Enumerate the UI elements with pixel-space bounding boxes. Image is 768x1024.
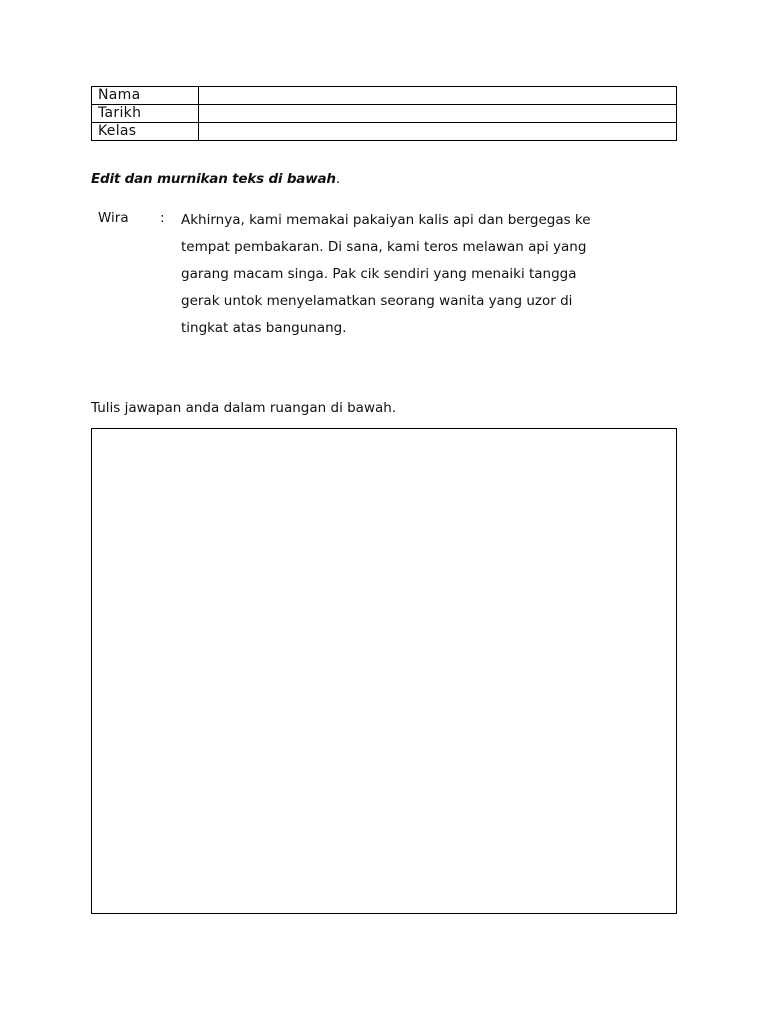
info-field-tarikh[interactable] — [199, 105, 677, 123]
info-field-kelas[interactable] — [199, 123, 677, 141]
instruction-period: . — [335, 171, 340, 187]
answer-box[interactable] — [91, 428, 677, 914]
passage-text — [181, 208, 661, 343]
answer-instruction: Tulis jawapan anda dalam ruangan di bawah. — [91, 400, 397, 416]
instruction-text: Edit dan murnikan teks di bawah — [91, 171, 336, 187]
speaker-colon: : — [160, 210, 165, 226]
student-info-table — [91, 86, 677, 141]
speaker-name: Wira — [98, 210, 129, 226]
info-row-nama — [92, 87, 677, 105]
passage-line: gerak untok menyelamatkan seorang wanita yang uzor di — [181, 293, 573, 309]
info-row-kelas — [92, 123, 677, 141]
info-field-nama[interactable] — [199, 87, 677, 105]
info-label-nama: Nama — [92, 87, 199, 105]
info-label-tarikh: Tarikh — [92, 105, 199, 123]
info-row-tarikh — [92, 105, 677, 123]
passage-line: Akhirnya, kami memakai pakaiyan kalis api dan bergegas ke — [181, 212, 591, 228]
instruction-heading — [91, 171, 340, 187]
info-label-kelas: Kelas — [92, 123, 199, 141]
passage-line: tingkat atas bangunang. — [181, 320, 347, 336]
passage-line: tempat pembakaran. Di sana, kami teros melawan api yang — [181, 239, 587, 255]
passage-line: garang macam singa. Pak cik sendiri yang menaiki tangga — [181, 266, 577, 282]
